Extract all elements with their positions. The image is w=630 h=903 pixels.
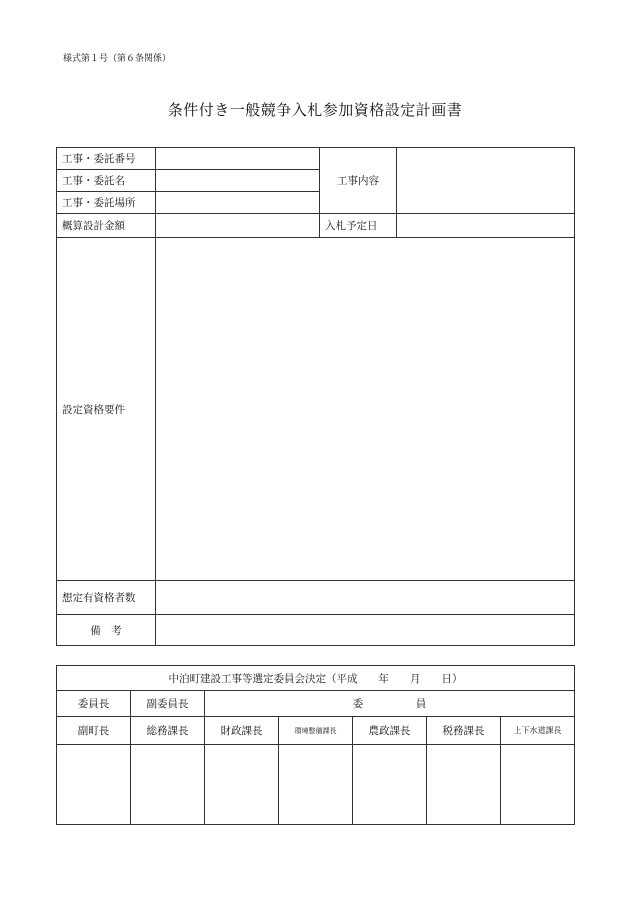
form-number: 様式第１号（第６条関係） bbox=[63, 54, 172, 64]
committee-header: 中泊町建設工事等選定委員会決定（平成 年 月 日） bbox=[57, 666, 575, 691]
role-tax-chief: 税務課長 bbox=[427, 717, 501, 745]
qualified-count-label: 想定有資格者数 bbox=[57, 581, 156, 615]
work-name-field[interactable] bbox=[156, 170, 320, 192]
seal-box[interactable] bbox=[427, 745, 501, 825]
role-finance-chief: 財政課長 bbox=[205, 717, 279, 745]
estimate-label: 概算設計金額 bbox=[57, 214, 156, 238]
work-name-label: 工事・委託名 bbox=[57, 170, 156, 192]
role-water-chief: 上下水道課長 bbox=[501, 717, 575, 745]
seal-box[interactable] bbox=[353, 745, 427, 825]
requirements-field[interactable] bbox=[156, 238, 575, 581]
remarks-field[interactable] bbox=[156, 615, 575, 646]
seal-box[interactable] bbox=[131, 745, 205, 825]
requirements-label: 設定資格要件 bbox=[57, 238, 156, 581]
role-vice-mayor: 副町長 bbox=[57, 717, 131, 745]
committee-members-label: 委 員 bbox=[205, 691, 575, 717]
estimate-field[interactable] bbox=[156, 214, 320, 238]
role-environment-chief: 環境整備課長 bbox=[279, 717, 353, 745]
role-general-affairs-chief: 総務課長 bbox=[131, 717, 205, 745]
bid-date-field[interactable] bbox=[397, 214, 575, 238]
plan-table bbox=[56, 147, 575, 646]
role-agriculture-chief: 農政課長 bbox=[353, 717, 427, 745]
work-place-label: 工事・委託場所 bbox=[57, 192, 156, 214]
qualified-count-field[interactable] bbox=[156, 581, 575, 615]
seal-box[interactable] bbox=[279, 745, 353, 825]
committee-chair-label: 委員長 bbox=[57, 691, 131, 717]
seal-box[interactable] bbox=[205, 745, 279, 825]
work-number-label: 工事・委託番号 bbox=[57, 148, 156, 170]
bid-date-label: 入札予定日 bbox=[320, 214, 397, 238]
document-title: 条件付き一般競争入札参加資格設定計画書 bbox=[167, 101, 463, 119]
committee-vice-chair-label: 副委員長 bbox=[131, 691, 205, 717]
committee-table bbox=[56, 665, 575, 825]
remarks-label: 備 考 bbox=[57, 615, 156, 646]
seal-box[interactable] bbox=[57, 745, 131, 825]
work-content-label: 工事内容 bbox=[320, 148, 397, 214]
work-place-field[interactable] bbox=[156, 192, 320, 214]
work-number-field[interactable] bbox=[156, 148, 320, 170]
work-content-field[interactable] bbox=[397, 148, 575, 214]
seal-box[interactable] bbox=[501, 745, 575, 825]
